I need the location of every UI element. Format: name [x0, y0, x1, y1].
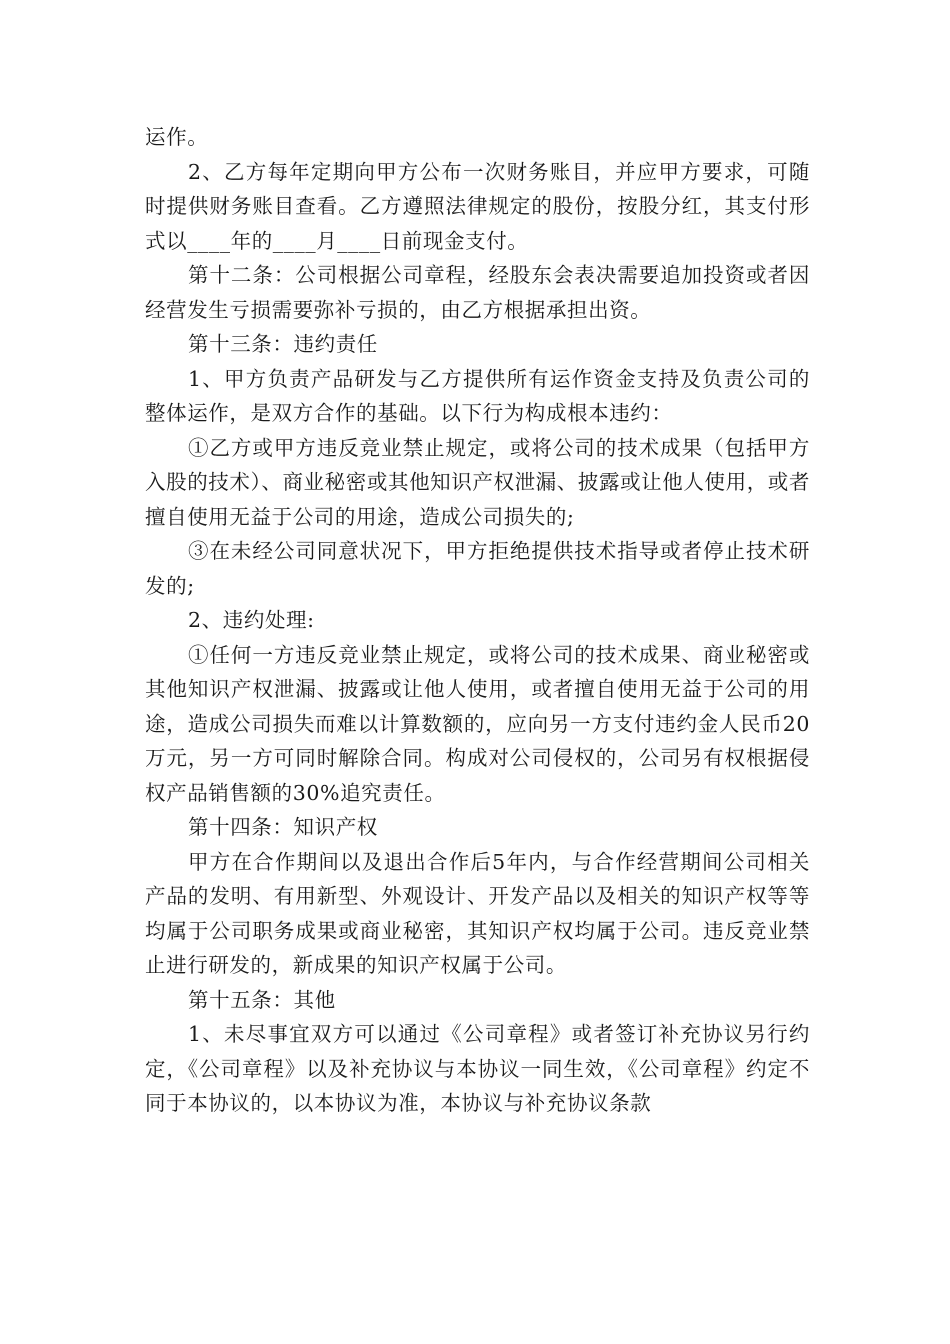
paragraph-13: 1、未尽事宜双方可以通过《公司章程》或者签订补充协议另行约定，《公司章程》以及补充协议与本协议一同生效，《公司章程》约定不同于本协议的，以本协议为准，本协议与补充协议条款 [145, 1022, 810, 1115]
document-body [145, 120, 810, 1121]
section-heading-15: 第十五条：其他 [188, 987, 336, 1012]
section-heading-13: 第十三条：违约责任 [188, 332, 378, 356]
paragraph-2: 2、乙方每年定期向甲方公布一次财务账目，并应甲方要求，可随时提供财务账目查看。乙方遵照法律规定的股份，按股分红，其支付形式以____年的____月____日前现金支付。 [145, 159, 810, 253]
paragraph-7: ③在未经公司同意状况下，甲方拒绝提供技术指导或者停止技术研发的; [145, 539, 810, 598]
paragraph-9: ①任何一方违反竞业禁止规定，或将公司的技术成果、商业秘密或其他知识产权泄漏、披露或让他人使用，或者擅自使用无益于公司的用途，造成公司损失而难以计算数额的，应向另一方支付违约金人民币20万元，另一方可同时解除合同。构成对公司侵权的，公司另有权根据侵权产品销售额的30%追究责任。 [145, 642, 810, 805]
paragraph-6: ①乙方或甲方违反竞业禁止规定，或将公司的技术成果（包括甲方入股的技术）、商业秘密或其他知识产权泄漏、披露或让他人使用，或者擅自使用无益于公司的用途，造成公司损失的; [145, 435, 810, 529]
section-heading-14: 第十四条：知识产权 [188, 815, 378, 839]
paragraph-5: 1、甲方负责产品研发与乙方提供所有运作资金支持及负责公司的整体运作，是双方合作的基础。以下行为构成根本违约： [145, 366, 810, 425]
paragraph-1: 运作。 [145, 125, 209, 149]
paragraph-8: 2、违约处理: [188, 608, 315, 632]
paragraph-3: 第十二条：公司根据公司章程，经股东会表决需要追加投资或者因经营发生亏损需要弥补亏损的，由乙方根据承担出资。 [145, 263, 810, 322]
paragraph-11: 甲方在合作期间以及退出合作后5年内，与合作经营期间公司相关产品的发明、有用新型、外观设计、开发产品以及相关的知识产权等等均属于公司职务成果或商业秘密，其知识产权均属于公司。违反竞业禁止进行研发的，新成果的知识产权属于公司。 [145, 849, 810, 977]
